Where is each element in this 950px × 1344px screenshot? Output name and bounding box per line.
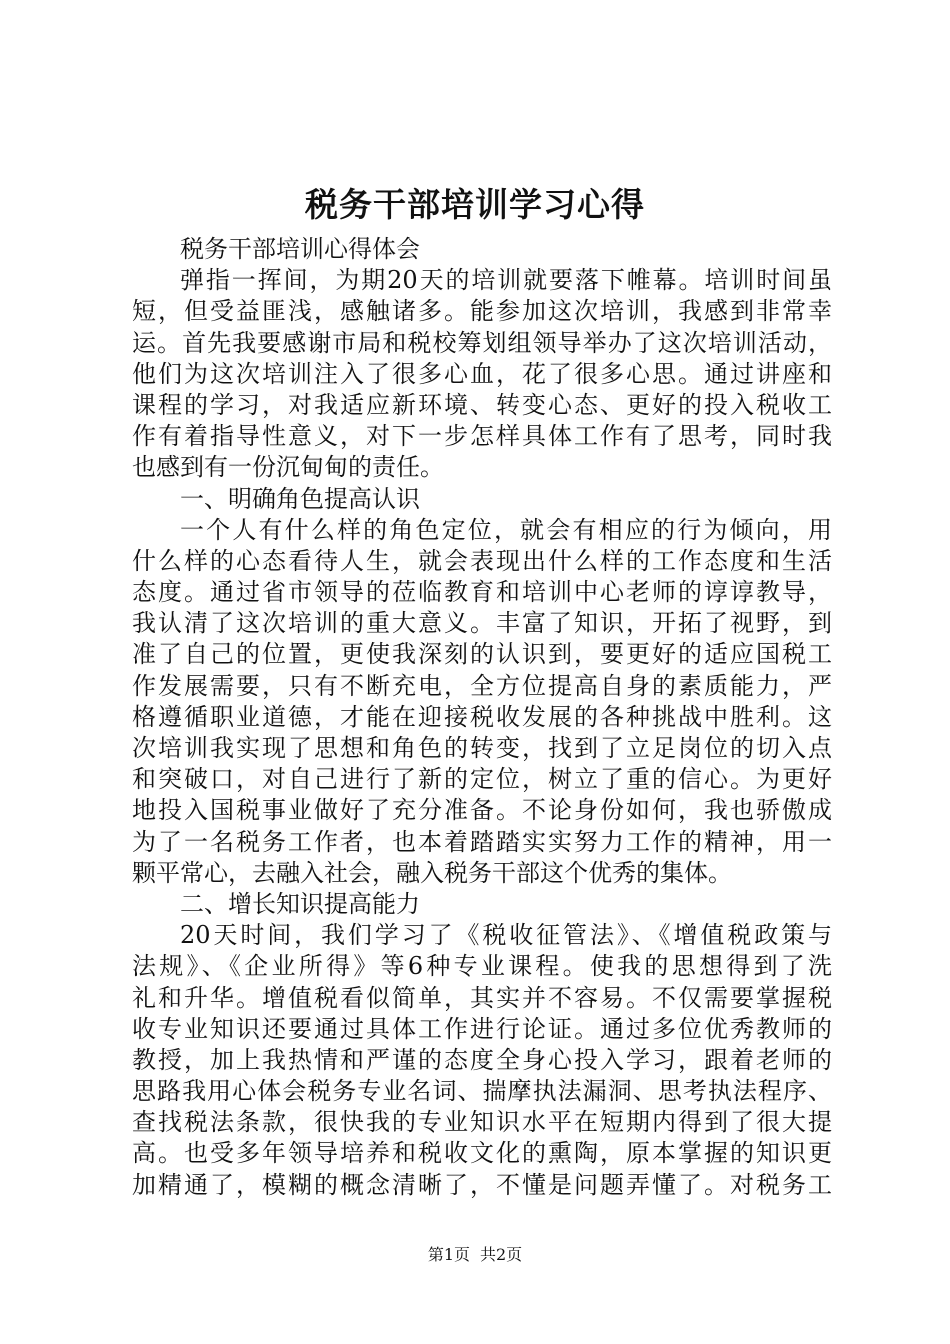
text-line: 教授，加上我热情和严谨的态度全身心投入学习，跟着老师的 xyxy=(132,1045,832,1074)
text-line: 作发展需要，只有不断充电，全方位提高自身的素质能力，严 xyxy=(132,671,832,700)
text-line: 加精通了，模糊的概念清晰了，不懂是问题弄懂了。对税务工 xyxy=(132,1170,832,1199)
page-number: 第1页 xyxy=(427,1245,470,1264)
text-line: 为了一名税务工作者，也本着踏踏实实努力工作的精神，用一 xyxy=(132,827,832,856)
text-line: 二、增长知识提高能力 xyxy=(180,889,420,918)
text-line: 什么样的心态看待人生，就会表现出什么样的工作态度和生活 xyxy=(132,546,832,575)
page-total: 共2页 xyxy=(480,1245,523,1264)
text-line: 我认清了这次培训的重大意义。丰富了知识，开拓了视野，到 xyxy=(132,609,832,638)
text-line: 准了自己的位置，更使我深刻的认识到，要更好的适应国税工 xyxy=(132,640,832,669)
text-line: 课程的学习，对我适应新环境、转变心态、更好的投入税收工 xyxy=(132,390,832,419)
text-line: 礼和升华。增值税看似简单，其实并不容易。不仅需要掌握税 xyxy=(132,983,832,1012)
text-line: 和突破口，对自己进行了新的定位，树立了重的信心。为更好 xyxy=(132,765,832,794)
text-line: 运。首先我要感谢市局和税校筹划组领导举办了这次培训活动， xyxy=(132,328,832,357)
text-line: 次培训我实现了思想和角色的转变，找到了立足岗位的切入点 xyxy=(132,734,832,762)
text-line: 一、明确角色提高认识 xyxy=(180,484,420,513)
document-title: 税务干部培训学习心得 xyxy=(305,185,645,224)
text-line: 格遵循职业道德，才能在迎接税收发展的各种挑战中胜利。这 xyxy=(132,702,832,731)
text-line: 弹指一挥间，为期20天的培训就要落下帷幕。培训时间虽 xyxy=(180,266,832,295)
page-footer xyxy=(0,1245,950,1265)
text-line: 税务干部培训心得体会 xyxy=(180,235,420,263)
text-line: 短，但受益匪浅，感触诸多。能参加这次培训，我感到非常幸 xyxy=(132,297,832,326)
document-body xyxy=(132,234,832,1201)
text-line: 法规》、《企业所得》等6种专业课程。使我的思想得到了洗 xyxy=(132,952,832,981)
text-line: 态度。通过省市领导的莅临教育和培训中心老师的谆谆教导， xyxy=(132,578,832,607)
text-line: 颗平常心，去融入社会，融入税务干部这个优秀的集体。 xyxy=(132,858,732,887)
text-line: 查找税法条款，很快我的专业知识水平在短期内得到了很大提 xyxy=(132,1108,832,1137)
text-line: 高。也受多年领导培养和税收文化的熏陶，原本掌握的知识更 xyxy=(132,1139,832,1168)
text-line: 20天时间，我们学习了《税收征管法》、《增值税政策与 xyxy=(180,921,832,950)
text-line: 作有着指导性意义，对下一步怎样具体工作有了思考，同时我 xyxy=(132,422,832,451)
text-line: 一个人有什么样的角色定位，就会有相应的行为倾向，用 xyxy=(180,515,832,544)
text-line: 他们为这次培训注入了很多心血，花了很多心思。通过讲座和 xyxy=(132,359,832,388)
text-line: 也感到有一份沉甸甸的责任。 xyxy=(132,453,444,482)
text-line: 思路我用心体会税务专业名词、揣摩执法漏洞、思考执法程序、 xyxy=(132,1077,832,1106)
text-line: 地投入国税事业做好了充分准备。不论身份如何，我也骄傲成 xyxy=(132,796,832,825)
text-line: 收专业知识还要通过具体工作进行论证。通过多位优秀教师的 xyxy=(132,1014,832,1043)
